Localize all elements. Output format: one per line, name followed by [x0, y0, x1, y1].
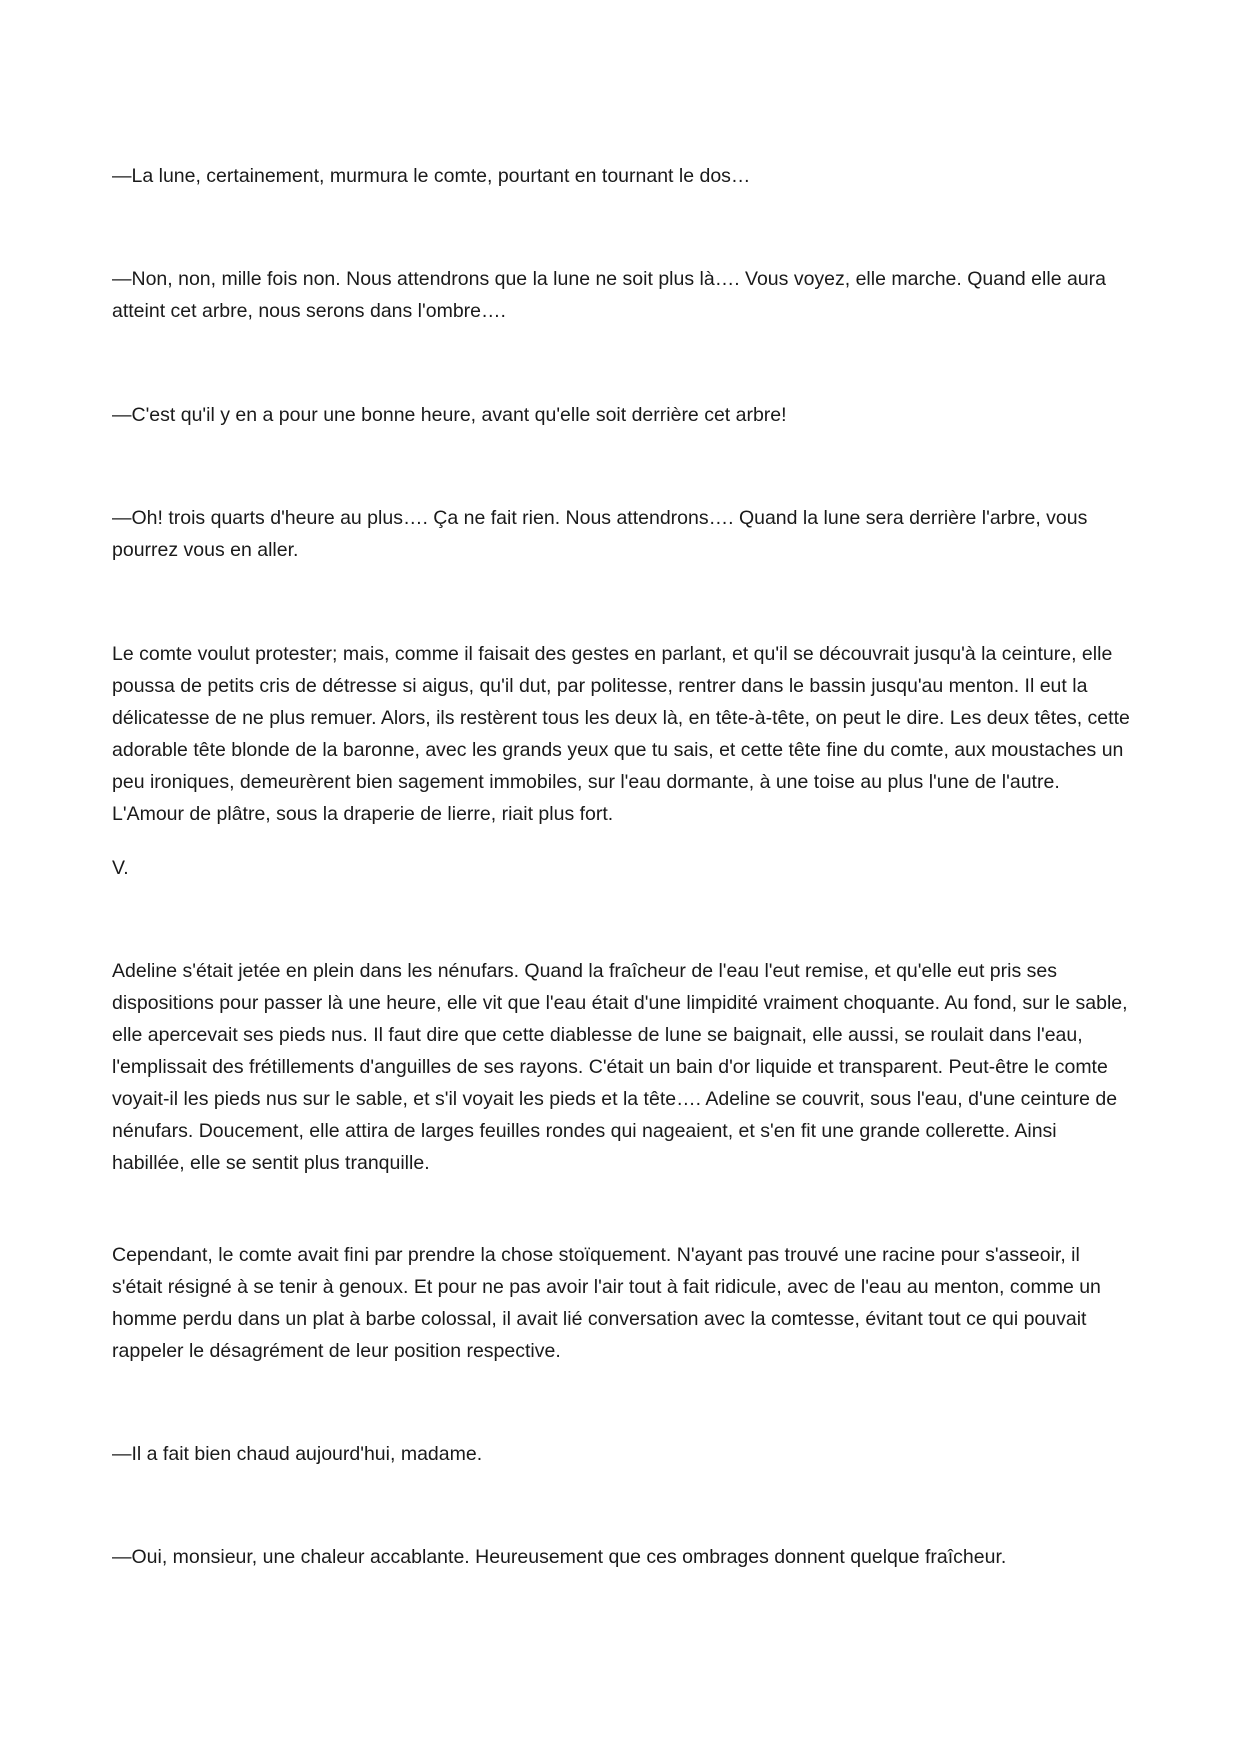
paragraph: —Il a fait bien chaud aujourd'hui, madame. — [112, 1443, 483, 1465]
paragraph: —Oh! trois quarts d'heure au plus…. Ça ne fait rien. Nous attendrons…. Quand la lune sera derrière l'arbre, vous pourrez vous en aller. — [112, 507, 1088, 561]
paragraph: —Oui, monsieur, une chaleur accablante. Heureusement que ces ombrages donnent quelque fraîcheur. — [112, 1546, 1007, 1568]
paragraph: —La lune, certainement, murmura le comte, pourtant en tournant le dos… — [112, 165, 751, 187]
paragraph: —Non, non, mille fois non. Nous attendrons que la lune ne soit plus là…. Vous voyez, elle marche. Quand elle aura atteint cet arbre, nous serons dans l'ombre…. — [112, 268, 1106, 322]
section-heading: V. — [112, 857, 129, 879]
paragraph: —C'est qu'il y en a pour une bonne heure, avant qu'elle soit derrière cet arbre! — [112, 404, 787, 426]
paragraph: Cependant, le comte avait fini par prendre la chose stoïquement. N'ayant pas trouvé une racine pour s'asseoir, il s'était résigné à se tenir à genoux. Et pour ne pas avoir l'air tout à fait ridicule, avec de l'eau au menton, comme un homme perdu dans un plat à barbe colossal, il avait lié conversation avec la comtesse, évitant tout ce qui pouvait rappeler le désagrément de leur position respective. — [112, 1244, 1101, 1362]
paragraph: Adeline s'était jetée en plein dans les nénufars. Quand la fraîcheur de l'eau l'eut remise, et qu'elle eut pris ses dispositions pour passer là une heure, elle vit que l'eau était d'une limpidité vraiment choquante. Au fond, sur le sable, elle apercevait ses pieds nus. Il faut dire que cette diablesse de lune se baignait, elle aussi, se roulait dans l'eau, l'emplissait des frétillements d'anguilles de ses rayons. C'était un bain d'or liquide et transparent. Peut-être le comte voyait-il les pieds nus sur le sable, et s'il voyait les pieds et la tête…. Adeline se couvrit, sous l'eau, d'une ceinture de nénufars. Doucement, elle attira de larges feuilles rondes qui nageaient, et s'en fit une grande collerette. Ainsi habillée, elle se sentit plus tranquille. — [112, 960, 1128, 1174]
paragraph: Le comte voulut protester; mais, comme il faisait des gestes en parlant, et qu'il se découvrait jusqu'à la ceinture, elle poussa de petits cris de détresse si aigus, qu'il dut, par politesse, rentrer dans le bassin jusqu'au menton. Il eut la délicatesse de ne plus remuer. Alors, ils restèrent tous les deux là, en tête-à-tête, on peut le dire. Les deux têtes, cette adorable tête blonde de la baronne, avec les grands yeux que tu sais, et cette tête fine du comte, aux moustaches un peu ironiques, demeurèrent bien sagement immobiles, sur l'eau dormante, à une toise au plus l'une de l'autre. L'Amour de plâtre, sous la draperie de lierre, riait plus fort. — [112, 643, 1130, 825]
